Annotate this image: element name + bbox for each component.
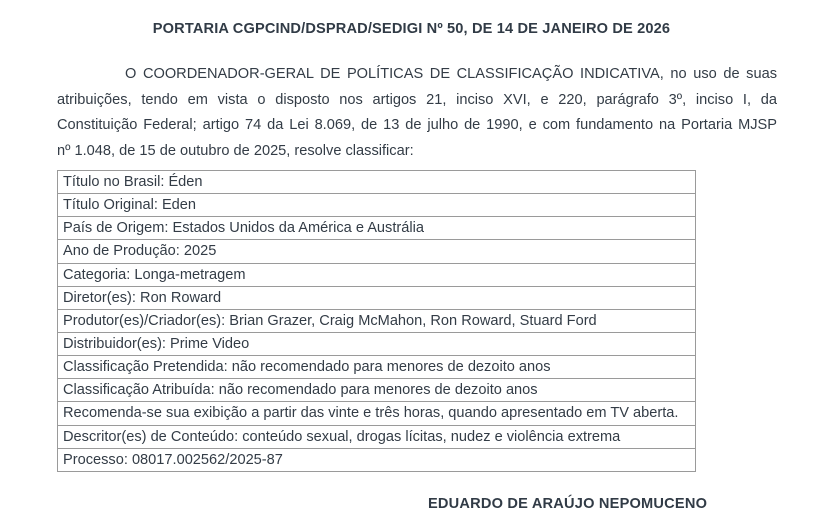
signature-name: EDUARDO DE ARAÚJO NEPOMUCENO <box>428 496 708 512</box>
preamble-line: atribuições, tendo em vista o disposto nos artigos 21, inciso XVI, e 220, parágrafo 3º, inciso I, da <box>57 91 777 108</box>
preamble-line: nº 1.048, de 15 de outubro de 2025, resolve classificar: <box>57 142 414 159</box>
preamble-paragraph <box>57 62 777 164</box>
table-row-ano-producao: Ano de Produção: 2025 <box>58 239 695 262</box>
table-row-descritores-conteudo: Descritor(es) de Conteúdo: conteúdo sexual, drogas lícitas, nudez e violência extrema <box>58 425 695 448</box>
classification-table <box>57 170 696 472</box>
table-row-titulo-brasil: Título no Brasil: Éden <box>63 174 203 190</box>
table-row-recomendacao-exibicao: Recomenda-se sua exibição a partir das vinte e três horas, quando apresentado em TV aberta. <box>58 401 695 424</box>
table-row-classificacao-pretendida: Classificação Pretendida: não recomendado para menores de dezoito anos <box>58 355 695 378</box>
table-row-classificacao-atribuida: Classificação Atribuída: não recomendado para menores de dezoito anos <box>58 378 695 401</box>
table-row-diretores: Diretor(es): Ron Roward <box>58 286 695 309</box>
table-row-processo: Processo: 08017.002562/2025-87 <box>58 448 695 471</box>
table-row-pais-origem: País de Origem: Estados Unidos da América e Austrália <box>58 216 695 239</box>
portaria-title: PORTARIA CGPCIND/DSPRAD/SEDIGI Nº 50, DE 14 DE JANEIRO DE 2026 <box>152 21 671 37</box>
table-row-distribuidores: Distribuidor(es): Prime Video <box>58 332 695 355</box>
table-row-produtores: Produtor(es)/Criador(es): Brian Grazer, Craig McMahon, Ron Roward, Stuard Ford <box>58 309 695 332</box>
table-row-categoria: Categoria: Longa-metragem <box>58 263 695 286</box>
table-row-titulo-original: Título Original: Eden <box>58 193 695 216</box>
preamble-line: Constituição Federal; artigo 74 da Lei 8.069, de 13 de julho de 1990, e com fundamento na Portaria MJSP <box>57 117 777 134</box>
preamble-line: O COORDENADOR-GERAL DE POLÍTICAS DE CLASSIFICAÇÃO INDICATIVA, no uso de suas <box>125 66 777 82</box>
